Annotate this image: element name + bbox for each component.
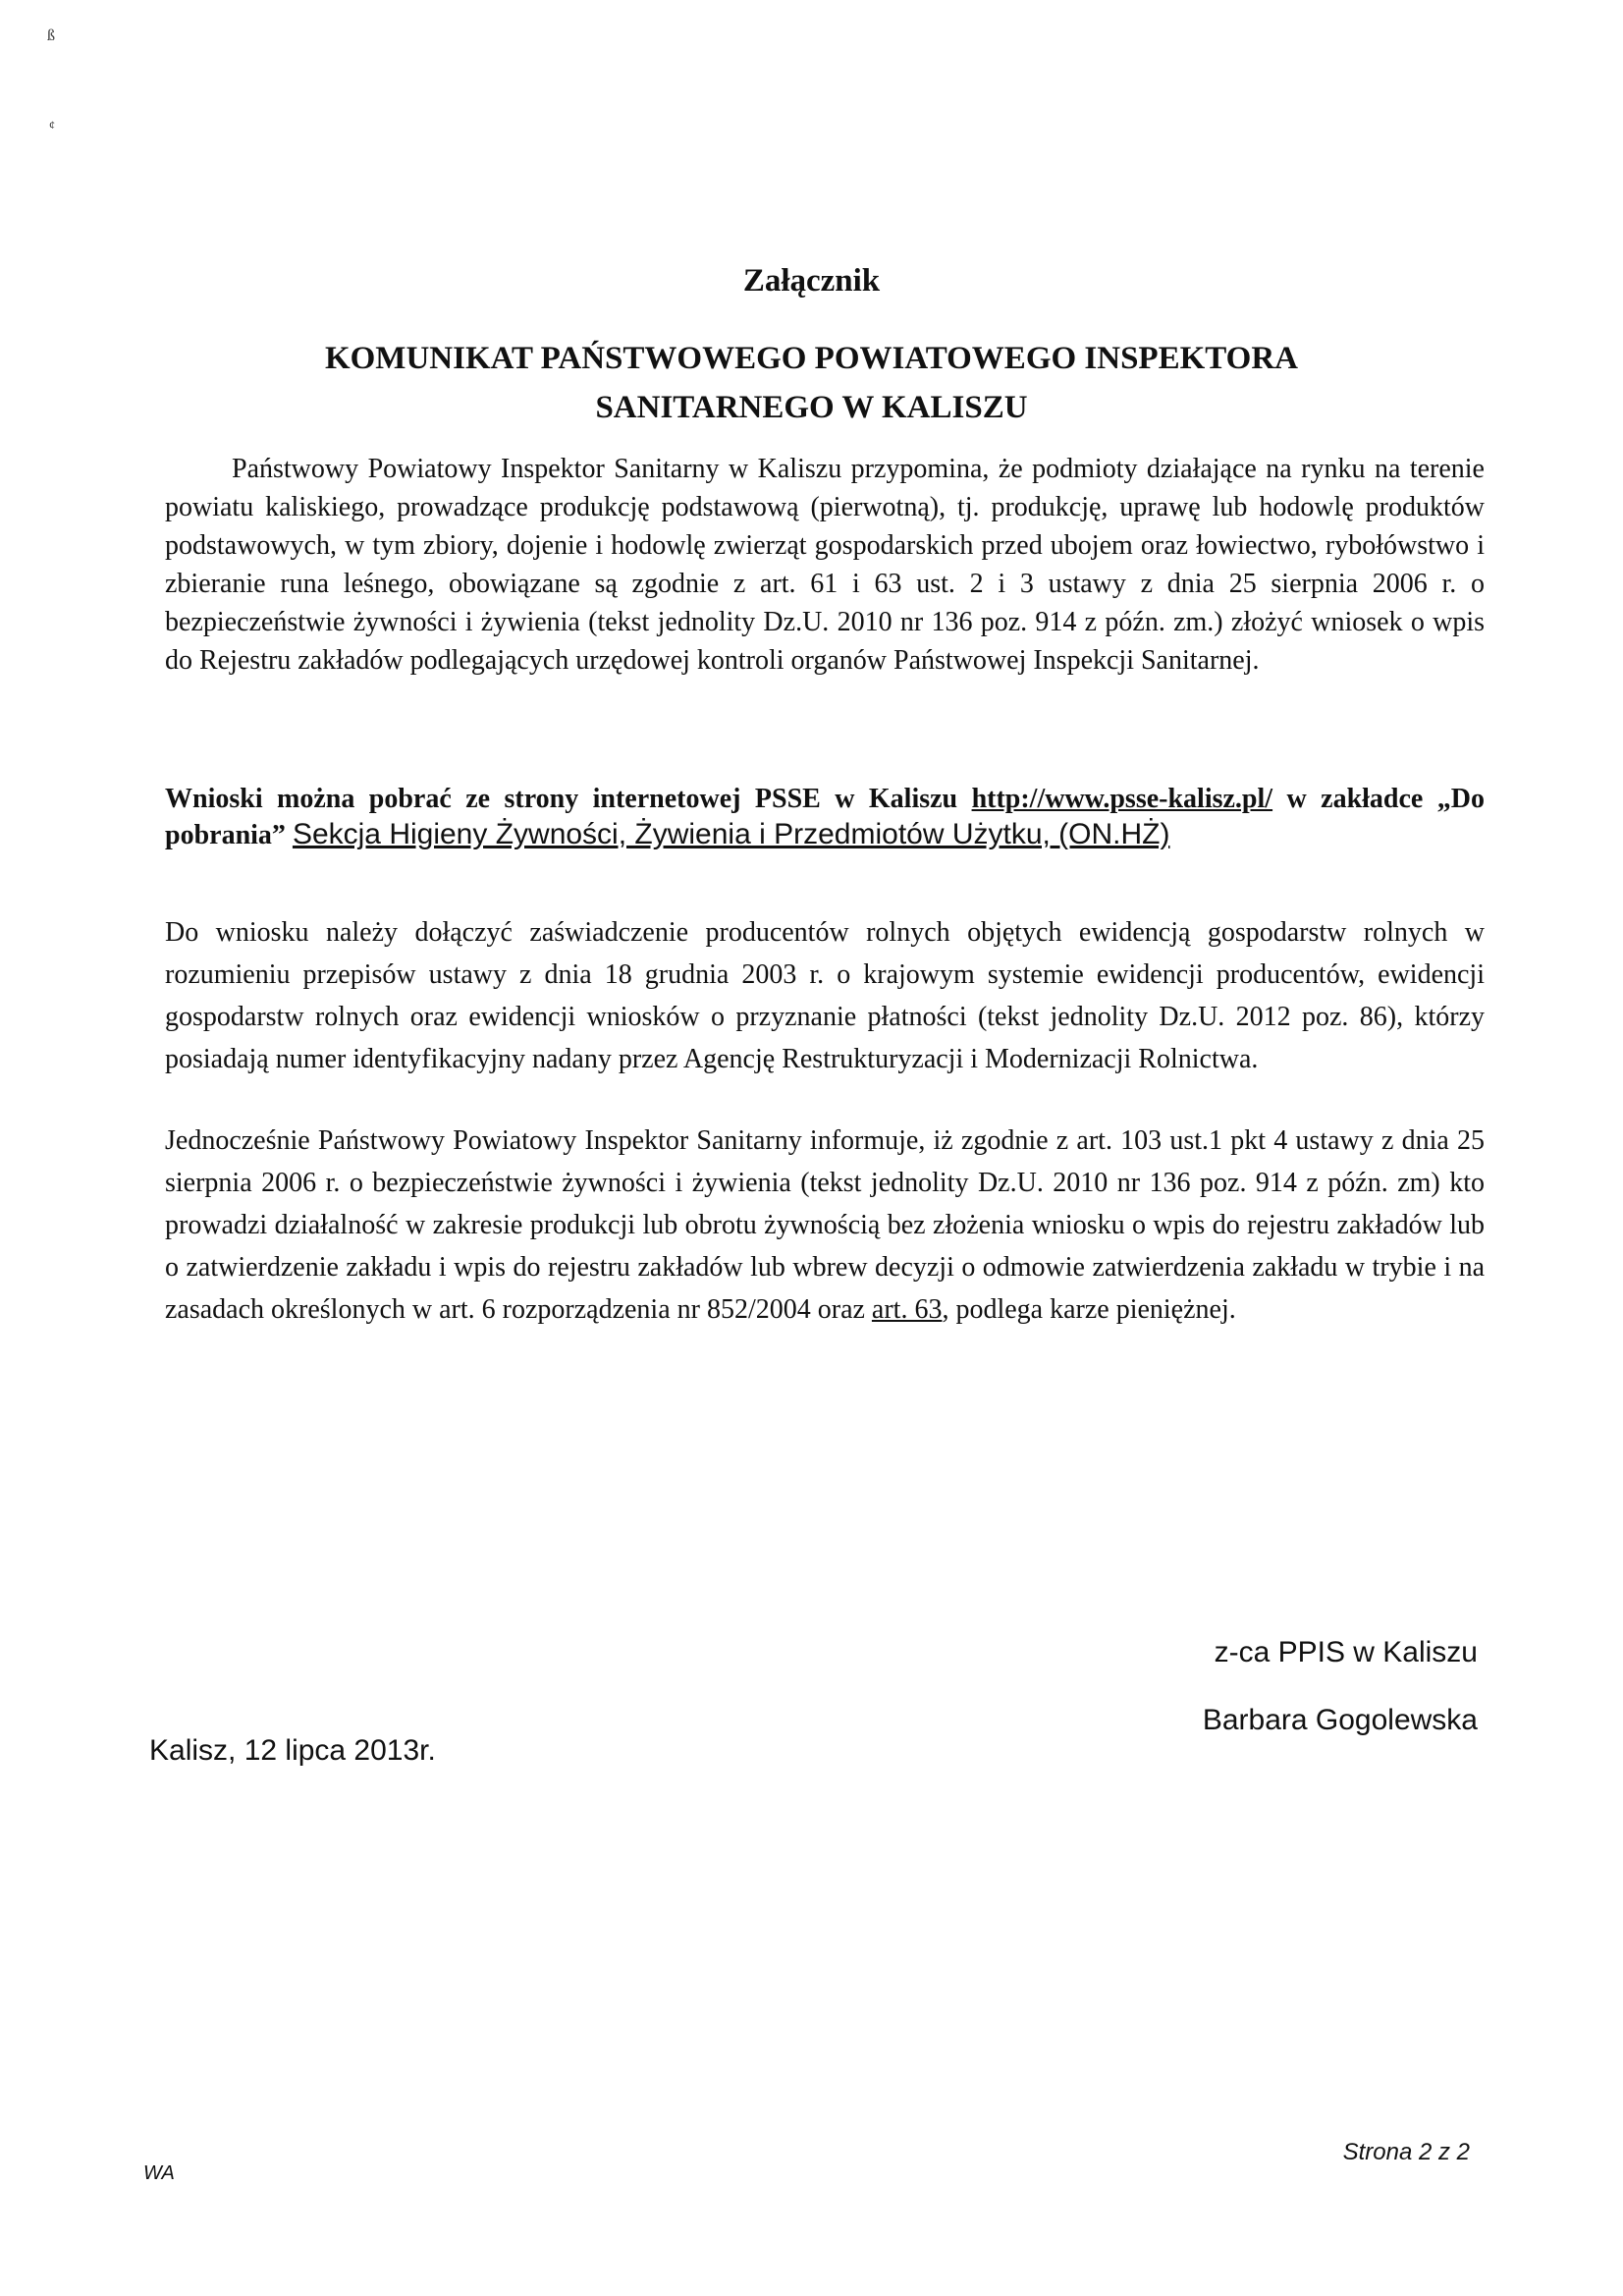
- penalty-text: Jednocześnie Państwowy Powiatowy Inspektor Sanitarny informuje, iż zgodnie z art. 103 ust.1 pkt 4 ustawy z dnia 25 sierpnia 2006 r. o bezpieczeństwie żywności i żywienia (tekst jednolity Dz.U. 2010 nr 136 poz. 914 z późn. zm) kto prowadzi działalność w zakresie produkcji lub obrotu żywnością bez złożenia wniosku o wpis do rejestru zakładów lub o zatwierdzenie zakładu i wpis do rejestru zakładów lub wbrew decyzji o odmowie zatwierdzenia zakładu w trybie i na zasadach określonych w art. 6 rozporządzenia nr 852/2004 oraz: [165, 1125, 1485, 1325]
- paragraph-penalty-info: [165, 1120, 1485, 1331]
- signature-role: z-ca PPIS w Kaliszu: [1214, 1636, 1478, 1668]
- signature-name: Barbara Gogolewska: [1202, 1704, 1478, 1736]
- scan-artifact-mark: ¢: [49, 118, 55, 132]
- psse-website-link[interactable]: http://www.psse-kalisz.pl/: [971, 784, 1273, 814]
- page-number: Strona 2 z 2: [1342, 2139, 1470, 2165]
- article-reference: art. 63: [871, 1294, 943, 1325]
- title-line: KOMUNIKAT PAŃSTWOWEGO POWIATOWEGO INSPEKTORA: [324, 341, 1299, 376]
- paragraph-registration-obligation: Państwowy Powiatowy Inspektor Sanitarny w Kaliszu przypomina, że podmioty działające na rynku na terenie powiatu kaliskiego, prowadzące produkcję podstawową (pierwotną), tj. produkcję, uprawę lub hodowlę produktów podstawowych, w tym zbiory, dojenie i hodowlę zwierząt gospodarskich przed ubojem oraz łowiectwo, rybołówstwo i zbieranie runa leśnego, obowiązane są zgodnie z art. 61 i 63 ust. 2 i 3 ustawy z dnia 25 sierpnia 2006 r. o bezpieczeństwie żywności i żywienia (tekst jednolity Dz.U. 2010 nr 136 poz. 914 z późn. zm.) złożyć wniosek o wpis do Rejestru zakładów podlegających urzędowej kontroli organów Państwowej Inspekcji Sanitarnej.: [165, 454, 1485, 676]
- scan-artifact-mark: ß: [47, 27, 55, 44]
- author-initials: WA: [143, 2162, 175, 2184]
- title-line: SANITARNEGO W KALISZU: [595, 390, 1028, 425]
- place-date: Kalisz, 12 lipca 2013r.: [149, 1734, 436, 1767]
- signature-block: [1203, 1618, 1478, 1754]
- download-text: Wnioski można pobrać ze strony internetowej PSSE w Kaliszu: [165, 784, 972, 814]
- paragraph-attachment-requirement: Do wniosku należy dołączyć zaświadczenie producentów rolnych objętych ewidencją gospodarstw rolnych w rozumieniu przepisów ustawy z dnia 18 grudnia 2003 r. o krajowym systemie ewidencji producentów, ewidencji gospodarstw rolnych oraz ewidencji wniosków o przyznanie płatności (tekst jednolity Dz.U. 2012 poz. 86), którzy posiadają numer identyfikacyjny nadany przez Agencję Restrukturyzacji i Modernizacji Rolnictwa.: [165, 917, 1485, 1074]
- download-text: w zakładce „Do pobrania”: [165, 784, 1485, 850]
- section-link[interactable]: Sekcja Higieny Żywności, Żywienia i Przedmiotów Użytku, (ON.HŻ): [292, 818, 1170, 850]
- penalty-text: , podlega karze pieniężnej.: [942, 1294, 1236, 1325]
- document-title: [0, 334, 1623, 432]
- paragraph-download-info: [165, 782, 1485, 853]
- attachment-label: Załącznik: [742, 263, 881, 299]
